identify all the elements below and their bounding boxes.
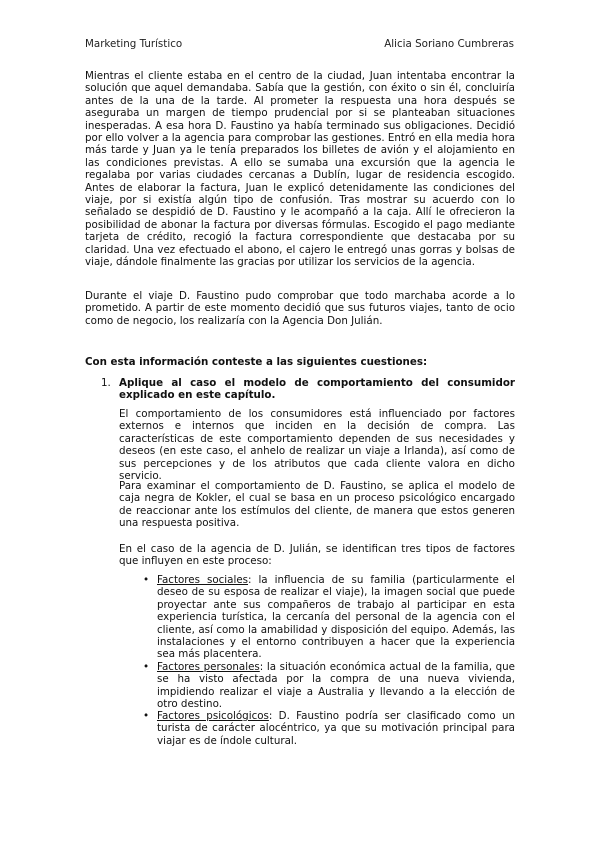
question-number: 1.: [101, 377, 111, 389]
factor-term: Factores personales: [157, 661, 260, 673]
factor-description: : D. Faustino podría ser clasificado como un turista de carácter alocéntrico, ya que su motivación principal para viajar es de índole cultural.: [157, 710, 515, 747]
factor-term: Factores psicológicos: [157, 710, 269, 722]
factor-term: Factores sociales: [157, 574, 249, 586]
narrative-paragraph-1: Mientras el cliente estaba en el centro de la ciudad, Juan intentaba encontrar la solución que aquel demandaba. Sabía que la gestión, con éxito o sin él, concluiría antes de la una de la tarde. Al prometer la respuesta una hora después se aseguraba un margen de tiempo prudencial por si se planteaban situaciones inesperadas. A esa hora D. Faustino ya había terminado sus obligaciones. Decidió por ello volver a la agencia para comprobar las gestiones. Entró en ella media hora más tarde y Juan ya le tenía preparados los billetes de avión y el alojamiento en las condiciones previstas. A ello se sumaba una excursión que la agencia le regalaba por varias ciudades cercanas a Dublín, lugar de residencia escogido. Antes de elaborar la factura, Juan le explicó detenidamente las condiciones del viaje, por si existía algún tipo de confusión. Tras mostrar su acuerdo con lo señalado se despidió de D. Faustino y le acompañó a la caja. Allí le ofrecieron la posibilidad de abonar la factura por diversas fórmulas. Escogido el pago mediante tarjeta de crédito, recogió la factura correspondiente que destacaba por su claridad. Una vez efectuado el abono, el cajero le entregó unas gorras y bolsas de viaje, dándole finalmente las gracias por utilizar los servicios de la agencia.: [85, 70, 516, 269]
answer-paragraph-1: El comportamiento de los consumidores está influenciado por factores externos e internos que inciden en la decisión de compra. Las características de este comportamiento dependen de sus necesidades y deseos (en este caso, el anhelo de realizar un viaje a Irlanda), así como de sus percepciones y de los atributos que cada cliente valora en dicho servicio.: [119, 408, 515, 483]
header-course-title: Marketing Turístico: [85, 38, 183, 50]
list-item-text: [157, 574, 515, 661]
list-item-text: [157, 661, 515, 711]
bullet-icon: •: [143, 574, 150, 586]
answer-paragraph-3: En el caso de la agencia de D. Julián, se identifican tres tipos de factores que influyen en este proceso:: [119, 543, 515, 568]
bullet-icon: •: [143, 661, 150, 673]
header-author: Alicia Soriano Cumbreras: [384, 38, 514, 50]
factor-description: : la influencia de su familia (particularmente el deseo de su esposa de realizar el viaje), la imagen social que puede proyectar ante sus compañeros de trabajo al participar en esta experiencia turística, la cercanía del personal de la agencia con el cliente, así como la amabilidad y disposición del equipo. Además, las instalaciones y el entorno contribuyen a hacer que la experiencia sea más placentera.: [157, 574, 515, 661]
narrative-paragraph-2: Durante el viaje D. Faustino pudo comprobar que todo marchaba acorde a lo prometido. A partir de este momento decidió que sus futuros viajes, tanto de ocio como de negocio, los realizaría con la Agencia Don Julián.: [85, 290, 515, 327]
answer-paragraph-2: Para examinar el comportamiento de D. Faustino, se aplica el modelo de caja negra de Kokler, el cual se basa en un proceso psicológico encargado de reaccionar ante los estímulos del cliente, de manera que estos generen una respuesta positiva.: [119, 480, 515, 530]
factor-description: : la situación económica actual de la familia, que se ha visto afectada por la compra de una nueva vivienda, impidiendo realizar el viaje a Australia y llevando a la elección de otro destino.: [157, 661, 516, 711]
questions-heading: Con esta información conteste a las siguientes cuestiones:: [85, 356, 428, 368]
list-item-text: [157, 710, 515, 747]
question-title: Aplique al caso el modelo de comportamiento del consumidor explicado en este capítulo.: [119, 377, 515, 402]
bullet-icon: •: [143, 710, 150, 722]
